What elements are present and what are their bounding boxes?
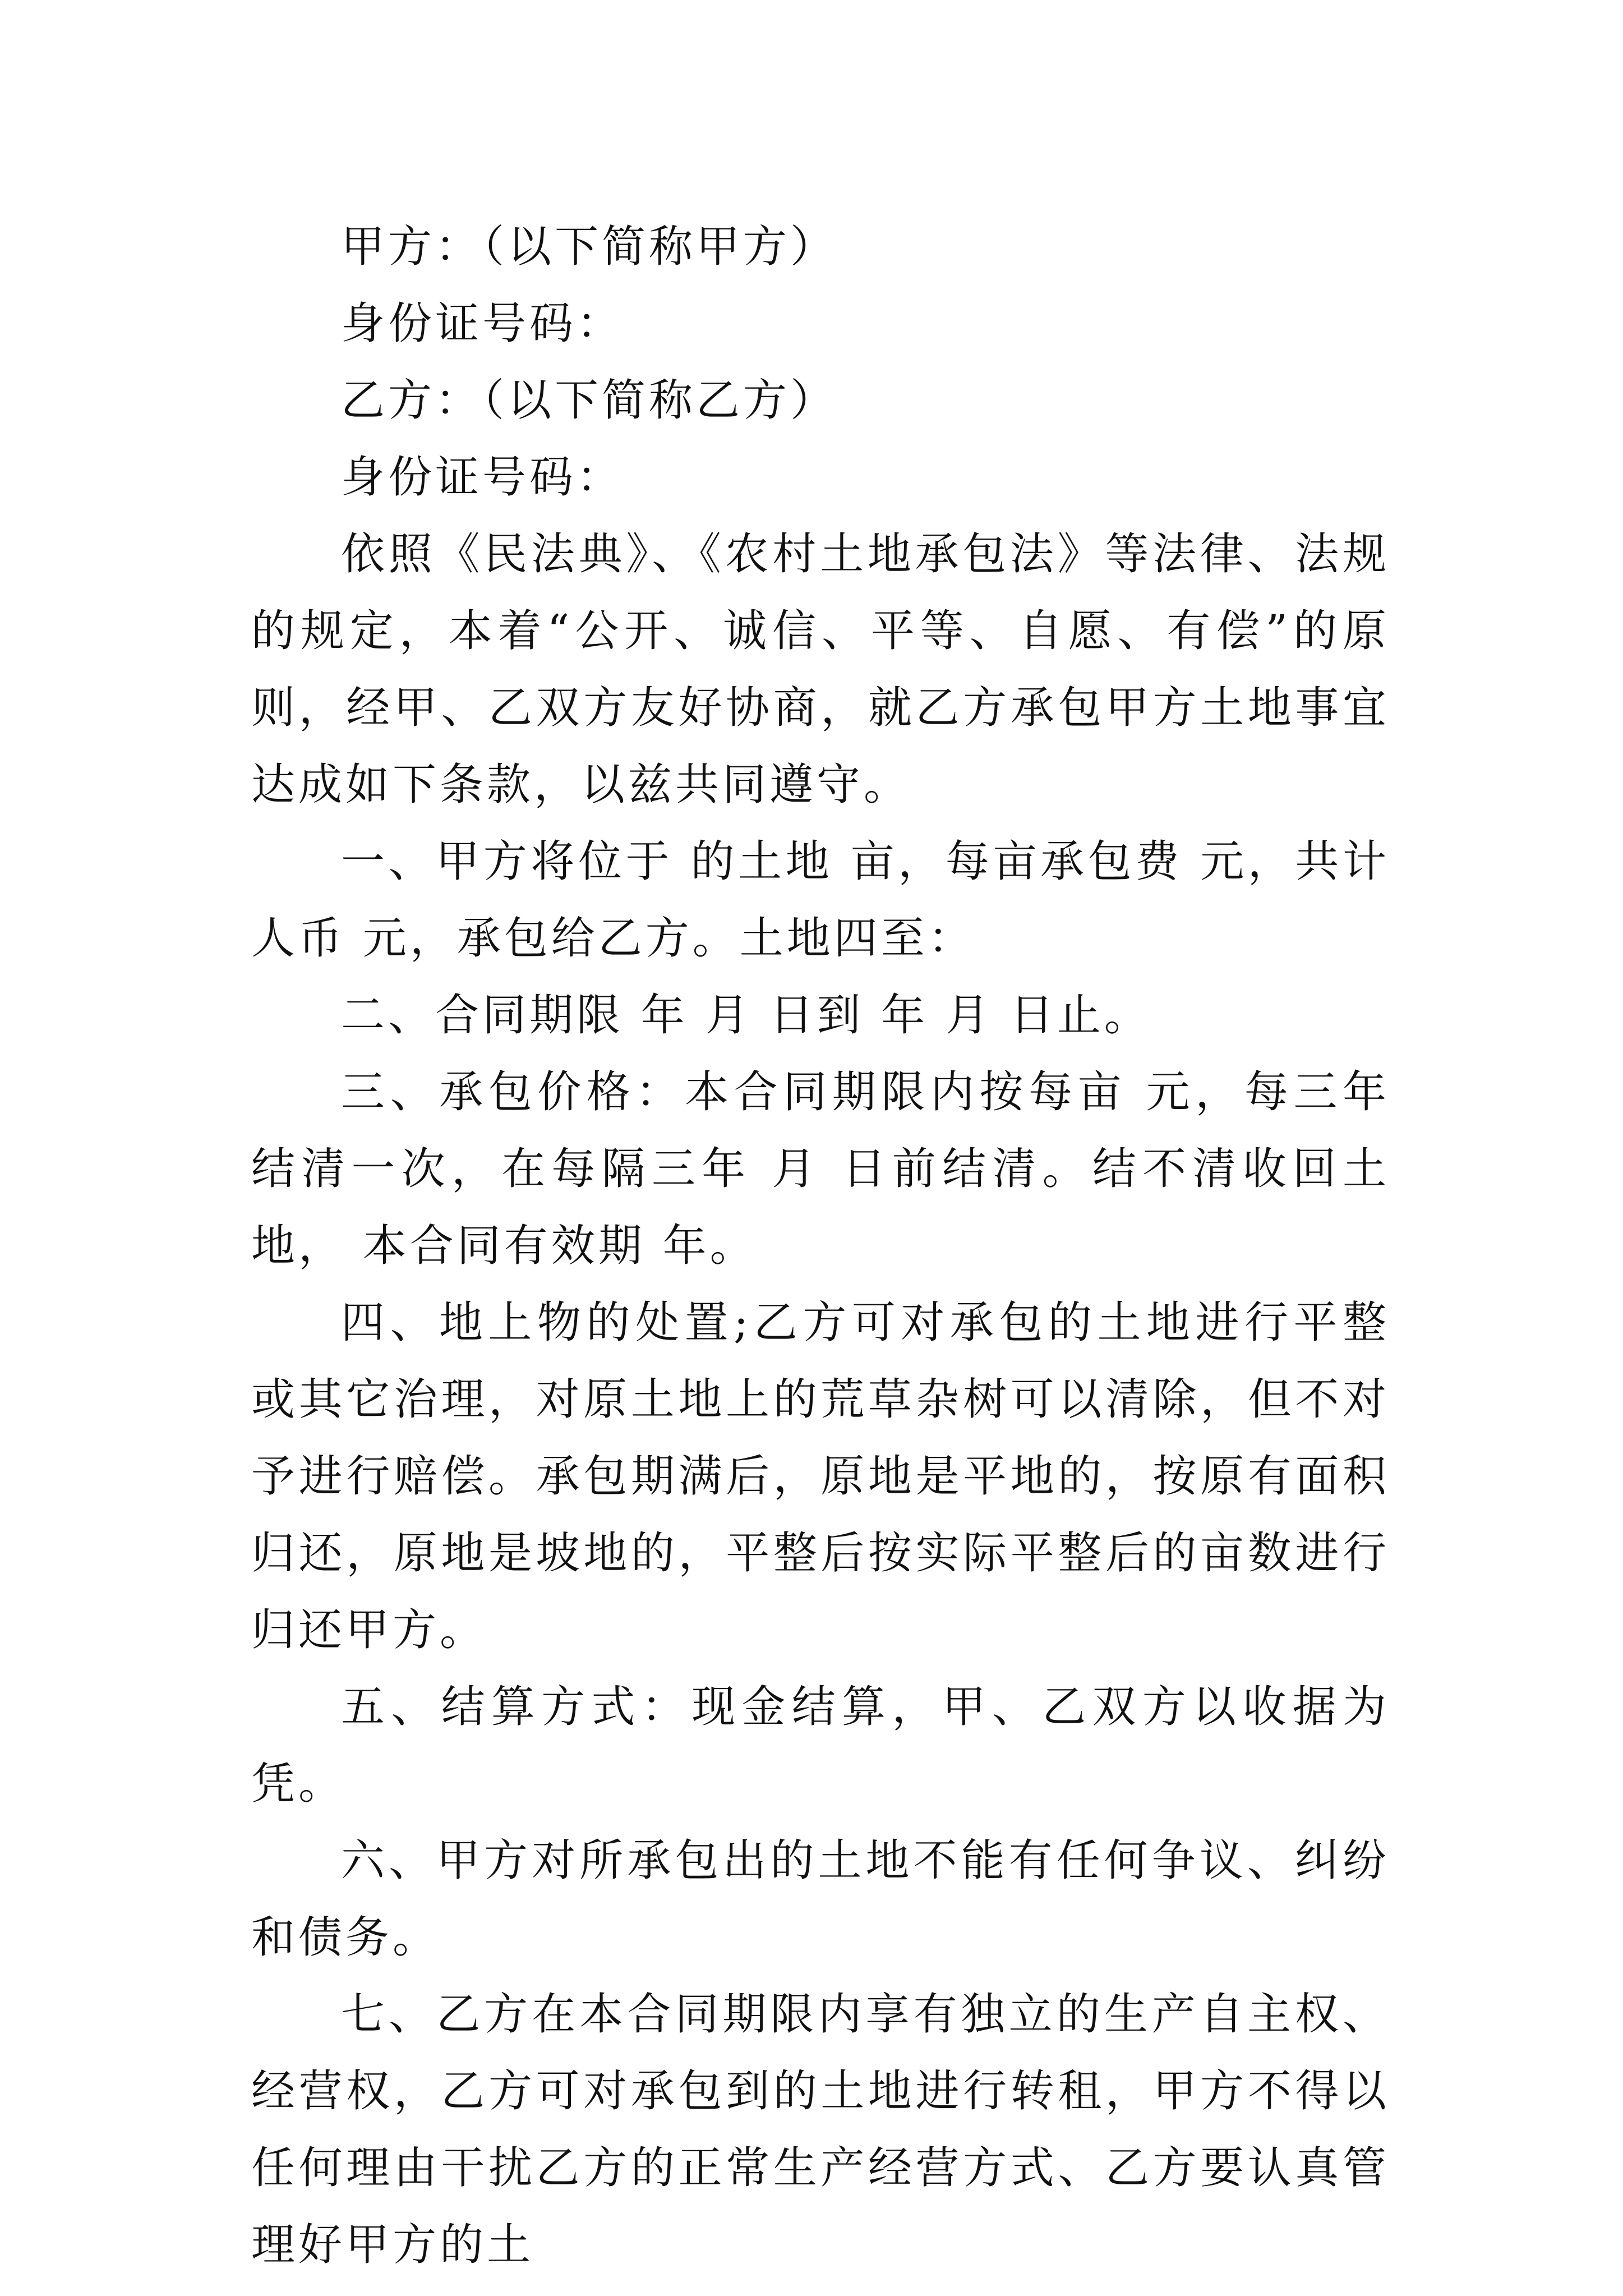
clause-5: 五、结算方式：现金结算，甲、乙双方以收据为凭。 bbox=[251, 1682, 1390, 1809]
party-a-id-line: 身份证号码： bbox=[341, 298, 624, 349]
clause-1: 一、甲方将位于 的土地 亩，每亩承包费 元，共计人币 元，承包给乙方。土地四至： bbox=[251, 836, 1390, 964]
clause-3: 三、承包价格：本合同期限内按每亩 元，每三年结清一次，在每隔三年 月 日前结清。结不清收回土地， 本合同有效期 年。 bbox=[251, 1067, 1390, 1271]
clause-2: 二、合同期限 年 月 日到 年 月 日止。 bbox=[341, 990, 1151, 1041]
party-b-line: 乙方：（以下简称乙方） bbox=[341, 375, 838, 426]
clause-4: 四、地上物的处置;乙方可对承包的土地进行平整或其它治理，对原土地上的荒草杂树可以清除，但不对予进行赔偿。承包期满后，原地是平地的，按原有面积归还，原地是坡地的，平整后按实际平整后的亩数进行归还甲方。 bbox=[251, 1297, 1390, 1655]
party-a-line: 甲方：（以下简称甲方） bbox=[341, 222, 838, 272]
clause-6: 六、甲方对所承包出的土地不能有任何争议、纠纷和债务。 bbox=[251, 1835, 1390, 1963]
party-b-id-line: 身份证号码： bbox=[341, 452, 624, 503]
preamble-paragraph: 依照《民法典》、《农村土地承包法》等法律、法规的规定，本着“公开、诚信、平等、自愿、有偿”的原则，经甲、乙双方友好协商，就乙方承包甲方土地事宜达成如下条款，以兹共同遵守。 bbox=[251, 529, 1390, 810]
contract-body bbox=[251, 209, 1390, 2284]
clause-7: 七、乙方在本合同期限内享有独立的生产自主权、经营权，乙方可对承包到的土地进行转租，甲方不得以任何理由干扰乙方的正常生产经营方式、乙方要认真管理好甲方的土 bbox=[251, 1989, 1390, 2270]
